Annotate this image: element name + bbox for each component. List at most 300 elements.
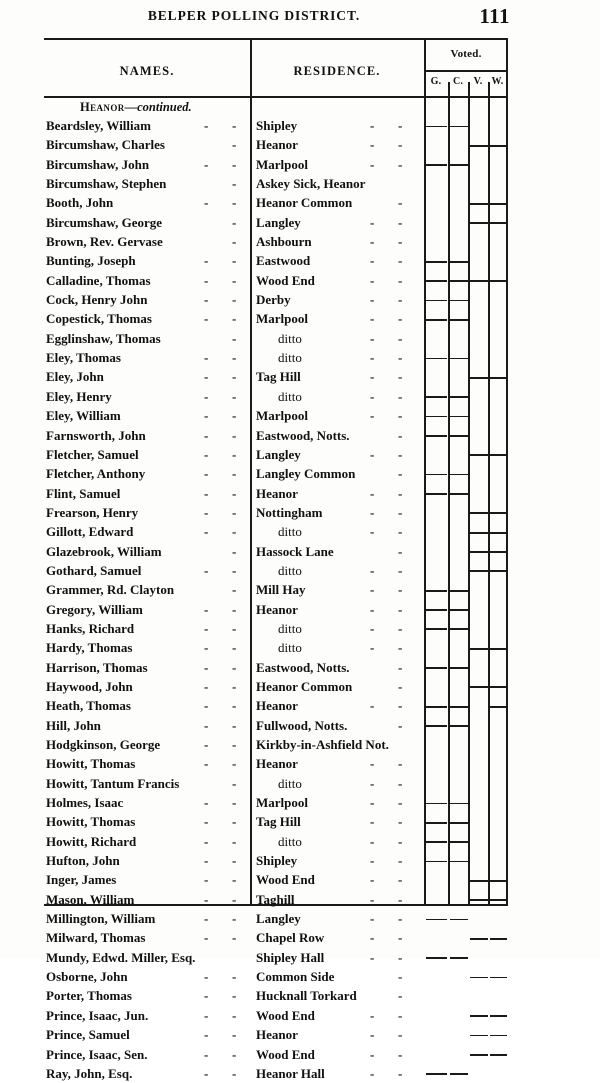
table-row [44,1064,508,1083]
cell-name [46,464,250,483]
vote-mark-c [450,435,468,437]
elector-name: Farnsworth, John [46,427,146,443]
elector-residence: Heanor [256,756,298,772]
leader-dash: - [398,698,403,714]
voted-subheader-rule [424,70,508,72]
vote-mark-v [470,377,488,379]
leader-dash: - [370,930,375,946]
elector-name: Millington, William [46,911,156,927]
leader-dash: - [370,562,375,578]
leader-dash: - [370,891,375,907]
section-heading [44,98,508,116]
leader-dash: - [204,601,209,617]
cell-name [46,503,250,522]
leader-dash: - [232,330,237,346]
cell-name [46,329,250,348]
leader-dash: - [398,408,403,424]
leader-dash: - [204,253,209,269]
table-row [44,329,508,348]
vote-mark-w [490,686,507,688]
leader-dash: - [204,311,209,327]
vote-mark-w [490,1035,507,1037]
leader-dash: - [370,1007,375,1023]
cell-name [46,619,250,638]
table-row [44,426,508,445]
cell-residence [252,116,424,135]
cell-residence [252,890,424,909]
leader-dash: - [370,408,375,424]
leader-dash: - [232,214,237,230]
table-row [44,348,508,367]
vote-mark-g [426,919,447,921]
elector-name: Eley, Henry [46,388,112,404]
elector-name: Hanks, Richard [46,620,135,636]
leader-dash: - [398,795,403,811]
leader-dash: - [232,911,237,927]
vote-mark-g [426,358,447,360]
leader-dash: - [232,118,237,133]
cell-residence [252,251,424,270]
leader-dash: - [204,988,209,1004]
elector-residence: Heanor [256,137,298,153]
elector-name: Frearson, Henry [46,504,139,520]
elector-name: Calladine, Thomas [46,272,151,288]
leader-dash: - [398,814,403,830]
vote-mark-g [426,300,447,302]
leader-dash: - [370,137,375,153]
cell-name [46,600,250,619]
leader-dash: - [204,795,209,811]
leader-dash: - [232,156,237,172]
vote-mark-c [450,358,468,360]
table-row [44,658,508,677]
vote-mark-g [426,261,447,263]
leader-dash: - [232,1007,237,1023]
elector-name: Hill, John [46,717,101,733]
leader-dash: - [370,524,375,540]
cell-residence [252,1025,424,1044]
cell-name [46,1006,250,1025]
leader-dash: - [398,1027,403,1043]
leader-dash: - [232,620,237,636]
leader-dash: - [398,311,403,327]
leader-dash: - [398,292,403,308]
vote-mark-v [470,977,488,979]
leader-dash: - [232,582,237,598]
cell-residence [252,348,424,367]
elector-name: Prince, Isaac, Sen. [46,1046,148,1062]
leader-dash: - [370,620,375,636]
leader-dash: - [398,427,403,443]
leader-dash: - [232,678,237,694]
cell-name [46,851,250,870]
leader-dash: - [232,1046,237,1062]
vote-mark-w [490,706,507,708]
leader-dash: - [370,795,375,811]
cell-name [46,348,250,367]
vote-mark-c [450,1073,468,1075]
table-row [44,503,508,522]
elector-residence: Common Side [256,969,335,985]
elector-name: Prince, Isaac, Jun. [46,1007,149,1023]
vote-mark-w [490,145,507,147]
elector-name: Howitt, Thomas [46,756,136,772]
poll-table [44,38,508,1081]
cell-residence [252,213,424,232]
leader-dash: - [370,485,375,501]
leader-dash: - [204,1007,209,1023]
elector-residence: Langley [256,911,301,927]
leader-dash: - [204,969,209,985]
cell-residence [252,735,424,754]
elector-name: Fletcher, Anthony [46,466,146,482]
cell-residence [252,426,424,445]
vote-mark-w [490,280,507,282]
column-header-g: G. [430,76,442,87]
elector-residence: Langley [256,214,301,230]
vote-mark-w [490,222,507,224]
elector-residence: Chapel Row [256,930,325,946]
leader-dash: - [398,988,403,1004]
elector-residence: Heanor Common [256,678,353,694]
elector-name: Gothard, Samuel [46,562,142,578]
cell-name [46,638,250,657]
elector-name: Heath, Thomas [46,698,131,714]
table-row [44,986,508,1005]
vote-mark-g [426,628,447,630]
leader-dash: - [398,717,403,733]
cell-name [46,948,250,967]
leader-dash: - [370,292,375,308]
leader-dash: - [232,388,237,404]
vote-mark-v [470,1015,488,1017]
elector-name: Gregory, William [46,601,143,617]
leader-dash: - [232,350,237,366]
vote-mark-c [450,590,468,592]
leader-dash: - [370,253,375,269]
table-row [44,928,508,947]
table-row [44,155,508,174]
elector-residence: ditto [278,775,302,791]
leader-dash: - [370,446,375,462]
elector-name: Cock, Henry John [46,292,148,308]
cell-name [46,890,250,909]
leader-dash: - [370,582,375,598]
vote-mark-g [426,280,447,282]
leader-dash: - [204,408,209,424]
elector-name: Brown, Rev. Gervase [46,234,163,250]
cell-name [46,735,250,754]
cell-name [46,542,250,561]
leader-dash: - [370,214,375,230]
elector-name: Mundy, Edwd. Miller, Esq. [46,949,196,965]
leader-dash: - [204,524,209,540]
leader-dash: - [232,698,237,714]
vote-mark-c [450,841,468,843]
elector-residence: Marlpool [256,311,308,327]
cell-name [46,909,250,928]
cell-residence [252,832,424,851]
leader-dash: - [370,775,375,791]
leader-dash: - [398,485,403,501]
elector-name: Beardsley, William [46,118,151,133]
cell-residence [252,1045,424,1064]
cell-residence [252,445,424,464]
cell-name [46,1045,250,1064]
cell-name [46,1064,250,1083]
elector-name: Booth, John [46,195,114,211]
leader-dash: - [370,756,375,772]
vote-mark-v [470,280,488,282]
leader-dash: - [232,969,237,985]
elector-residence: Fullwood, Notts. [256,717,348,733]
leader-dash: - [204,466,209,482]
leader-dash: - [232,775,237,791]
leader-dash: - [232,717,237,733]
leader-dash: - [398,156,403,172]
vote-mark-c [450,261,468,263]
leader-dash: - [398,543,403,559]
leader-dash: - [204,620,209,636]
table-row [44,367,508,386]
elector-residence: Heanor [256,1027,298,1043]
leader-dash: - [398,524,403,540]
cell-name [46,116,250,135]
vote-mark-w [490,899,507,901]
cell-residence [252,135,424,154]
leader-dash: - [370,1065,375,1081]
leader-dash: - [232,485,237,501]
leader-dash: - [232,446,237,462]
elector-name: Flint, Samuel [46,485,121,501]
cell-residence [252,909,424,928]
leader-dash: - [398,350,403,366]
cell-residence [252,193,424,212]
column-header-names: NAMES. [119,64,175,78]
table-row [44,890,508,909]
column-header-c: C. [452,76,464,87]
leader-dash: - [204,292,209,308]
vote-mark-v [470,512,488,514]
vote-mark-w [490,1054,507,1056]
vote-mark-v [470,1054,488,1056]
vote-mark-c [450,725,468,727]
elector-name: Bircumshaw, Charles [46,137,165,153]
table-row [44,309,508,328]
vote-mark-w [490,570,507,572]
vote-mark-w [490,512,507,514]
cell-name [46,174,250,193]
leader-dash: - [370,369,375,385]
cell-name [46,677,250,696]
leader-dash: - [232,930,237,946]
vote-mark-c [450,803,468,805]
leader-dash: - [204,1027,209,1043]
cell-name [46,213,250,232]
cell-residence [252,774,424,793]
leader-dash: - [204,1065,209,1081]
vote-mark-c [450,919,468,921]
cell-name [46,367,250,386]
elector-residence: Wood End [256,1046,315,1062]
table-row [44,948,508,967]
vote-mark-c [450,319,468,321]
vote-mark-c [450,126,468,128]
vote-mark-w [490,1015,507,1017]
leader-dash: - [232,543,237,559]
leader-dash: - [232,872,237,888]
vote-mark-c [450,416,468,418]
leader-dash: - [398,388,403,404]
elector-name: Eley, John [46,369,104,385]
cell-name [46,696,250,715]
vote-mark-c [450,861,468,863]
leader-dash: - [204,350,209,366]
elector-name: Eley, William [46,408,121,424]
cell-residence [252,870,424,889]
leader-dash: - [232,988,237,1004]
vote-mark-v [470,222,488,224]
elector-name: Copestick, Thomas [46,311,152,327]
table-row [44,445,508,464]
leader-dash: - [232,369,237,385]
table-row [44,561,508,580]
leader-dash: - [204,717,209,733]
table-row [44,522,508,541]
leader-dash: - [232,195,237,211]
cell-name [46,309,250,328]
elector-residence: Hassock Lane [256,543,334,559]
leader-dash: - [204,698,209,714]
elector-residence: Heanor [256,485,298,501]
leader-dash: - [204,1046,209,1062]
elector-residence: Wood End [256,1007,315,1023]
elector-name: Bircumshaw, George [46,214,163,230]
elector-name: Fletcher, Samuel [46,446,139,462]
vote-mark-g [426,667,447,669]
leader-dash: - [398,1046,403,1062]
elector-residence: Kirkby-in-Ashfield Not. [256,737,389,752]
leader-dash: - [232,1027,237,1043]
column-header-voted: Voted. [450,48,482,60]
elector-residence: Wood End [256,872,315,888]
leader-dash: - [370,814,375,830]
cell-name [46,832,250,851]
leader-dash: - [204,427,209,443]
cell-name [46,986,250,1005]
vote-mark-g [426,725,447,727]
table-row [44,696,508,715]
vote-mark-w [490,551,507,553]
leader-dash: - [370,833,375,849]
elector-residence: Eastwood [256,253,311,269]
leader-dash: - [232,814,237,830]
cell-residence [252,406,424,425]
leader-dash: - [204,737,209,752]
running-head [44,4,510,32]
leader-dash: - [232,292,237,308]
leader-dash: - [398,214,403,230]
vote-mark-g [426,1073,447,1075]
cell-residence [252,619,424,638]
elector-name: Grammer, Rd. Clayton [46,582,175,598]
vote-mark-v [470,532,488,534]
leader-dash: - [398,582,403,598]
cell-residence [252,716,424,735]
leader-dash: - [398,369,403,385]
vote-mark-g [426,474,447,476]
elector-residence: Hucknall Torkard [256,988,357,1004]
leader-dash: - [232,234,237,250]
table-row [44,251,508,270]
cell-residence [252,309,424,328]
leader-dash: - [232,176,237,192]
vote-mark-v [470,203,488,205]
vote-mark-v [470,899,488,901]
table-row [44,1045,508,1064]
leader-dash: - [398,504,403,520]
vote-mark-w [490,532,507,534]
leader-dash: - [232,272,237,288]
leader-dash: - [232,504,237,520]
leader-dash: - [204,504,209,520]
leader-dash: - [398,775,403,791]
leader-dash: - [204,388,209,404]
leader-dash: - [232,427,237,443]
table-row [44,638,508,657]
elector-residence: ditto [278,350,302,366]
table-row [44,464,508,483]
elector-residence: Nottingham [256,504,323,520]
cell-residence [252,271,424,290]
cell-name [46,658,250,677]
leader-dash: - [204,446,209,462]
cell-name [46,406,250,425]
leader-dash: - [398,833,403,849]
vote-mark-g [426,164,447,166]
leader-dash: - [232,466,237,482]
elector-name: Bunting, Joseph [46,253,136,269]
elector-residence: ditto [278,330,302,346]
leader-dash: - [370,911,375,927]
cell-name [46,251,250,270]
elector-name: Bircumshaw, Stephen [46,176,167,192]
vote-mark-g [426,590,447,592]
leader-dash: - [370,601,375,617]
elector-name: Howitt, Richard [46,833,137,849]
leader-dash: - [204,562,209,578]
leader-dash: - [204,156,209,172]
cell-name [46,561,250,580]
table-row [44,909,508,928]
cell-residence [252,754,424,773]
cell-residence [252,290,424,309]
vote-mark-g [426,126,447,128]
vote-mark-g [426,493,447,495]
cell-residence [252,464,424,483]
elector-residence: Derby [256,292,291,308]
leader-dash: - [370,640,375,656]
cell-name [46,812,250,831]
table-row [44,271,508,290]
leader-dash: - [370,872,375,888]
cell-residence [252,561,424,580]
elector-residence: Langley [256,446,301,462]
elector-residence: Mill Hay [256,582,306,598]
leader-dash: - [398,891,403,907]
table-row [44,870,508,889]
leader-dash: - [204,814,209,830]
